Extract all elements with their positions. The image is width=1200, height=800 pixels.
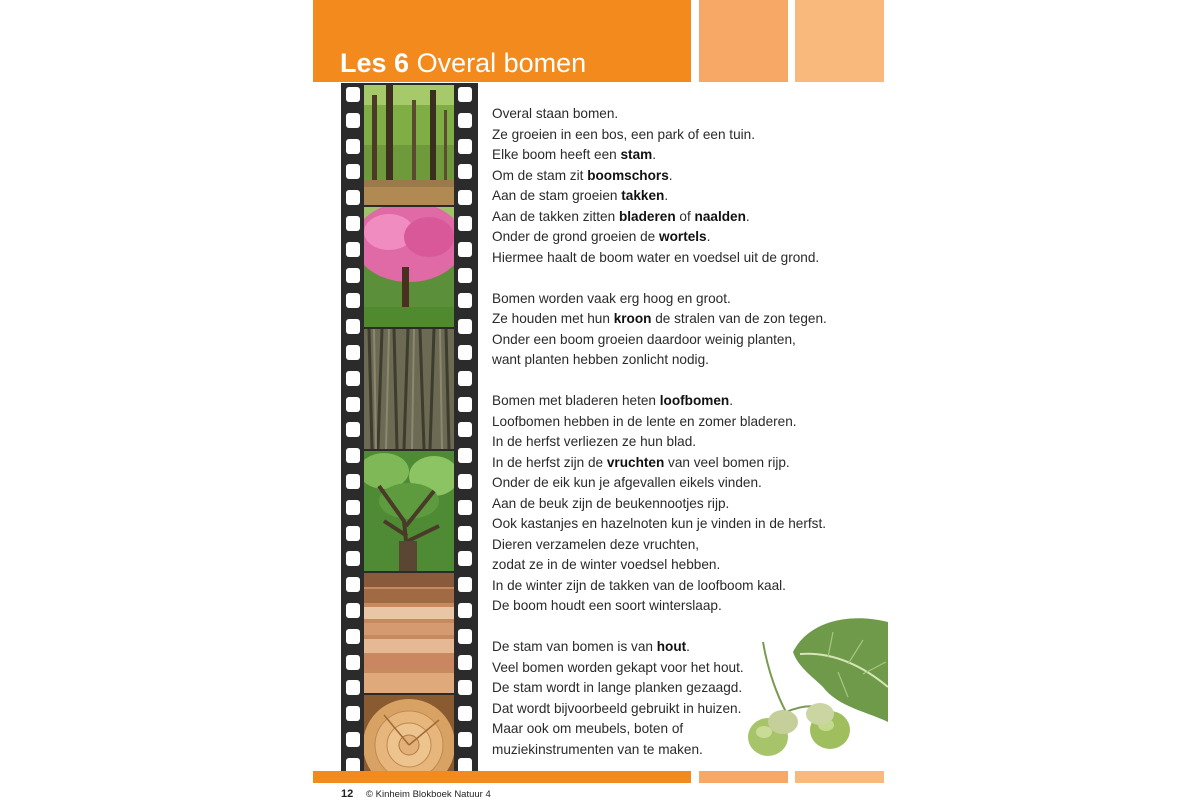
film-hole [346,474,360,489]
text-segment: . [706,229,711,244]
film-hole [346,603,360,618]
text-line [492,555,852,576]
text-line [492,576,852,597]
text-segment: Onder de grond groeien de [492,229,660,244]
film-hole [346,164,360,179]
text-segment: de stralen van de zon tegen. [651,311,827,326]
text-segment: zodat ze in de winter voedsel hebben. [492,557,721,572]
text-line [492,248,852,269]
text-segment: . [652,147,656,162]
text-segment: In de winter zijn de takken van de loofboom kaal. [492,577,786,593]
film-hole [346,655,360,670]
film-hole [458,164,472,179]
text-segment: Dat wordt bijvoorbeeld gebruikt in huizen. [492,700,742,716]
text-line [492,227,852,248]
text-segment: . [664,188,669,203]
film-hole [458,603,472,618]
film-hole [346,680,360,695]
text-segment: Onder een boom groeien daardoor weinig planten, [492,331,796,347]
film-hole [346,732,360,747]
film-hole [458,345,472,360]
film-hole [346,190,360,205]
text-segment: . [668,167,673,183]
text-segment: De stam wordt in lange planken gezaagd. [492,680,743,695]
film-hole [458,216,472,231]
text-segment: Onder de eik kun je afgevallen eikels vinden. [492,475,762,490]
log-cross-section-photo [364,695,454,771]
lesson-number: Les 6 [340,48,410,78]
film-hole [458,526,472,541]
text-segment: De boom houdt een soort winterslaap. [492,598,722,613]
text-line [492,289,852,310]
film-hole [458,706,472,721]
text-line [492,514,852,535]
key-term: naalden [694,208,746,224]
footer-block-2 [699,771,788,783]
footer-block-3 [795,771,884,783]
film-hole [346,500,360,515]
film-hole [346,577,360,592]
film-hole [346,345,360,360]
key-term: bladeren [618,208,676,224]
film-hole [346,422,360,437]
film-hole [458,87,472,102]
oak-leaf-acorns-illustration [738,612,888,762]
key-term: kroon [613,311,652,326]
film-hole [346,448,360,463]
film-hole [458,319,472,334]
page-number: 12 [341,788,354,800]
text-segment: In de herfst zijn de [492,454,607,470]
film-hole [458,293,472,308]
tree-crown-photo [364,451,454,571]
text-line [492,309,852,330]
bark-photo [364,329,454,449]
text-segment: of [675,208,695,224]
film-hole [458,242,472,257]
text-segment: Bomen worden vaak erg hoog en groot. [492,290,731,306]
text-segment: Ze groeien in een bos, een park of een tuin. [492,126,755,142]
film-hole [346,629,360,644]
film-hole [458,680,472,695]
text-line [492,350,852,371]
text-line [492,535,852,556]
film-hole [458,422,472,437]
text-segment: want planten hebben zonlicht nodig. [492,352,709,367]
key-term: loofbomen [659,393,730,408]
film-hole [346,706,360,721]
text-segment: Ze houden met hun [492,311,614,326]
film-hole [346,397,360,412]
page-title [340,48,586,78]
text-segment: Aan de takken zitten [492,208,619,224]
film-hole [458,371,472,386]
text-segment: Bomen met bladeren heten [492,393,660,408]
film-hole [458,139,472,154]
text-segment: Hiermee haalt de boom water en voedsel uit de grond. [492,249,820,265]
text-line [492,473,852,494]
text-segment: Overal staan bomen. [492,106,619,121]
key-term: boomschors [587,167,669,183]
film-hole [346,319,360,334]
film-hole [458,500,472,515]
text-line [492,166,852,187]
film-perforations-right [458,83,474,771]
text-segment: Om de stam zit [492,167,588,183]
text-line [492,412,852,433]
key-term: hout [656,639,687,654]
text-line [492,330,852,351]
film-hole [346,139,360,154]
key-term: stam [620,147,653,162]
text-segment: In de herfst verliezen ze hun blad. [492,434,697,449]
film-hole [346,113,360,128]
paragraph-gap [492,371,852,392]
film-hole [346,371,360,386]
film-hole [458,474,472,489]
text-line [492,207,852,228]
text-line [492,391,852,412]
text-segment: Ook kastanjes en hazelnoten kun je vinden in de herfst. [492,516,827,531]
text-segment: Aan de beuk zijn de beukennootjes rijp. [492,495,730,511]
film-hole [458,113,472,128]
key-term: vruchten [606,454,665,470]
text-segment: van veel bomen rijp. [664,454,790,470]
forest-photo [364,85,454,205]
text-segment: muziekinstrumenten van te maken. [492,741,703,757]
film-hole [458,732,472,747]
header-block-2 [699,0,788,82]
text-segment: Veel bomen worden gekapt voor het hout. [492,659,744,675]
film-hole [458,190,472,205]
text-segment: Loofbomen hebben in de lente en zomer bladeren. [492,413,797,429]
text-line [492,145,852,166]
text-segment: . [686,639,690,654]
text-segment: Elke boom heeft een [492,147,621,162]
header-block-3 [795,0,884,82]
text-segment: Aan de stam groeien [492,188,622,203]
text-line [492,453,852,474]
text-line [492,104,852,125]
footer-bar [313,771,691,783]
key-term: wortels [659,229,707,244]
film-hole [458,397,472,412]
film-hole [346,551,360,566]
lesson-title: Overal bomen [416,48,587,78]
text-line [492,186,852,207]
text-segment: . [729,393,734,408]
planks-photo [364,573,454,693]
film-hole [346,293,360,308]
text-line [492,432,852,453]
film-hole [458,629,472,644]
film-strip [341,83,478,771]
film-hole [458,268,472,283]
film-hole [346,758,360,771]
film-perforations-left [346,83,362,771]
text-segment: . [745,208,750,224]
text-segment: Dieren verzamelen deze vruchten, [492,536,700,552]
text-line [492,125,852,146]
key-term: takken [621,188,665,203]
film-hole [346,242,360,257]
text-segment: De stam van bomen is van [492,639,657,654]
text-segment: Maar ook om meubels, boten of [492,721,684,736]
film-hole [346,87,360,102]
text-line [492,494,852,515]
film-hole [346,216,360,231]
blossom-tree-photo [364,207,454,327]
film-hole [346,526,360,541]
paragraph-gap [492,268,852,289]
copyright-notice: © Kinheim Blokboek Natuur 4 [366,789,491,800]
film-hole [458,448,472,463]
film-hole [458,758,472,771]
film-hole [458,655,472,670]
film-hole [346,268,360,283]
film-hole [458,551,472,566]
film-hole [458,577,472,592]
